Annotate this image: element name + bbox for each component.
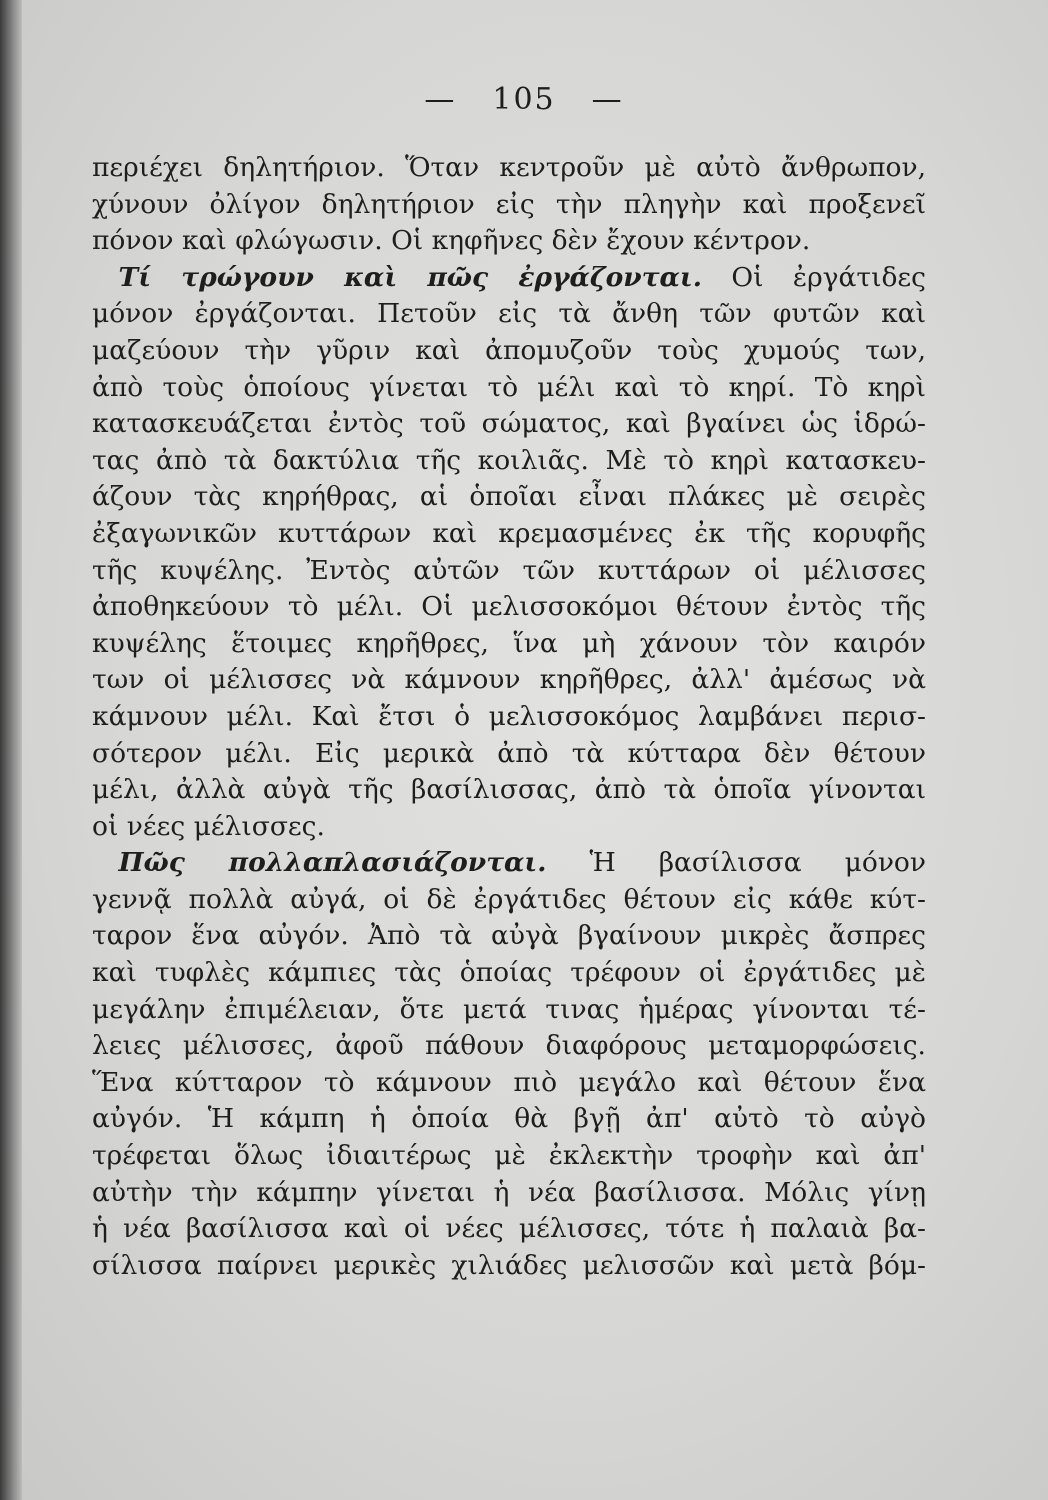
text-line: κάμνουν μέλι. Καὶ ἔτσι ὁ μελισσοκόμος λαμβάνει περισ- xyxy=(92,700,926,732)
book-spine-shadow xyxy=(0,0,22,1500)
text-line: σίλισσα παίρνει μερικὲς χιλιάδες μελισσῶν καὶ μετὰ βόμ- xyxy=(92,1249,926,1281)
text-line: κατασκευάζεται ἐντὸς τοῦ σώματος, καὶ βγαίνει ὡς ἱδρώ- xyxy=(92,408,926,440)
section-heading: Τί τρώγουν καὶ πῶς ἐργάζονται. xyxy=(118,261,702,293)
text-line: μεγάλην ἐπιμέλειαν, ὅτε μετά τινας ἡμέρας γίνονται τέ- xyxy=(92,993,926,1025)
text-line: άζουν τὰς κηρήθρας, αἱ ὁποῖαι εἶναι πλάκες μὲ σειρὲς xyxy=(92,481,926,513)
text-line: τρέφεται ὅλως ἰδιαιτέρως μὲ ἐκλεκτὴν τροφὴν καὶ ἀπ' xyxy=(92,1140,926,1172)
text-line: τας ἀπὸ τὰ δακτύλια τῆς κοιλιᾶς. Μὲ τὸ κηρὶ κατασκευ- xyxy=(92,444,926,476)
text-line: ταρον ἕνα αὐγόν. Ἀπὸ τὰ αὐγὰ βγαίνουν μικρὲς ἄσπρες xyxy=(92,920,926,952)
text-line: περιέχει δηλητήριον. Ὅταν κεντροῦν μὲ αὐτὸ ἄνθρωπον, xyxy=(92,152,926,183)
header-dash-left: — xyxy=(424,82,457,117)
page-body xyxy=(92,150,926,1284)
page-number: 105 xyxy=(492,82,556,117)
text-line: λειες μέλισσες, ἀφοῦ πάθουν διαφόρους μεταμορφώσεις. xyxy=(92,1030,926,1062)
page-header xyxy=(0,82,1048,117)
text-line: κυψέλης ἕτοιμες κηρῆθρες, ἵνα μὴ χάνουν τὸν καιρόν xyxy=(92,627,926,659)
section-heading-line xyxy=(92,845,926,882)
text-line: αὐτὴν τὴν κάμπην γίνεται ἡ νέα βασίλισσα. Μόλις γίνῃ xyxy=(92,1176,926,1208)
text-line: χύνουν ὀλίγον δηλητήριον εἰς τὴν πληγὴν καὶ προξενεῖ xyxy=(92,188,926,220)
text-line: τῆς κυψέλης. Ἐντὸς αὐτῶν τῶν κυττάρων οἱ μέλισσες xyxy=(92,554,926,586)
header-dash-right: — xyxy=(591,82,624,117)
text-line: των οἱ μέλισσες νὰ κάμνουν κηρῆθρες, ἀλλ' ἀμέσως νὰ xyxy=(92,664,926,696)
text-line: Ἕνα κύτταρον τὸ κάμνουν πιὸ μεγάλο καὶ θέτουν ἕνα xyxy=(92,1066,926,1098)
text-line: αὐγόν. Ἡ κάμπη ἡ ὁποία θὰ βγῇ ἀπ' αὐτὸ τὸ αὐγὸ xyxy=(92,1103,926,1135)
text-run: Ἡ βασίλισσα μόνον xyxy=(546,847,926,879)
section-heading: Πῶς πολλαπλασιάζονται. xyxy=(118,847,547,879)
text-line: μαζεύουν τὴν γῦριν καὶ ἀπομυζοῦν τοὺς χυμούς των, xyxy=(92,334,926,366)
text-line: μόνον ἐργάζονται. Πετοῦν εἰς τὰ ἄνθη τῶν φυτῶν καὶ xyxy=(92,298,926,330)
text-line: ἀποθηκεύουν τὸ μέλι. Οἱ μελισσοκόμοι θέτουν ἐντὸς τῆς xyxy=(92,591,926,623)
text-line: σότερον μέλι. Εἰς μερικὰ ἀπὸ τὰ κύτταρα δὲν θέτουν xyxy=(92,737,926,769)
text-line: ἡ νέα βασίλισσα καὶ οἱ νέες μέλισσες, τότε ἡ παλαιὰ βα- xyxy=(92,1213,926,1245)
text-line: πόνον καὶ φλώγωσιν. Οἱ κηφῆνες δὲν ἔχουν κέντρον. xyxy=(92,225,811,257)
text-line: γεννᾷ πολλὰ αὐγά, οἱ δὲ ἐργάτιδες θέτουν εἰς κάθε κύτ- xyxy=(92,883,926,915)
text-line: καὶ τυφλὲς κάμπιες τὰς ὁποίας τρέφουν οἱ ἐργάτιδες μὲ xyxy=(92,957,926,989)
text-line: ἐξαγωνικῶν κυττάρων καὶ κρεμασμένες ἐκ τῆς κορυφῆς xyxy=(92,517,926,549)
text-run: Οἱ ἐργάτιδες xyxy=(701,261,926,293)
text-line: οἱ νέες μέλισσες. xyxy=(92,810,325,842)
text-line: ἀπὸ τοὺς ὁποίους γίνεται τὸ μέλι καὶ τὸ κηρί. Τὸ κηρὶ xyxy=(92,371,926,403)
section-heading-line xyxy=(92,260,926,297)
text-line: μέλι, ἀλλὰ αὐγὰ τῆς βασίλισσας, ἀπὸ τὰ ὁποῖα γίνονται xyxy=(92,774,926,806)
